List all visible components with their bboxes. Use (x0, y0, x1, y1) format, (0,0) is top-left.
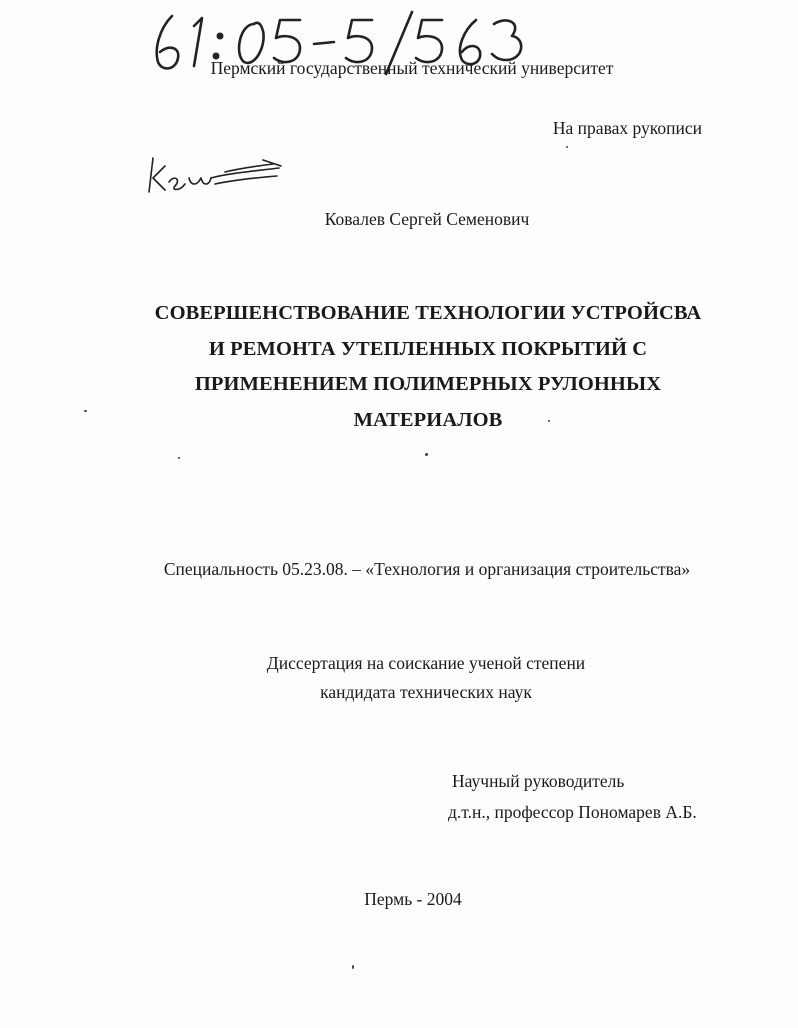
city-year: Пермь - 2004 (364, 889, 462, 909)
degree-statement (0, 649, 798, 707)
title-line: МАТЕРИАЛОВ (353, 408, 503, 431)
title-line: И РЕМОНТА УТЕПЛЕННЫХ ПОКРЫТИЙ С (208, 337, 648, 360)
author-name: Ковалев Сергей Семенович (324, 209, 530, 229)
scan-speck (178, 457, 180, 459)
scan-speck (352, 965, 354, 969)
supervisor-role: Научный руководитель (452, 771, 625, 791)
manuscript-rights-note: На правах рукописи (552, 118, 702, 138)
dissertation-title (150, 296, 706, 438)
degree-line-2: кандидата технических наук (320, 682, 532, 702)
scan-speck (566, 146, 568, 148)
specialty-line: Специальность 05.23.08. – «Технология и организация строительства» (163, 559, 691, 579)
scan-speck (425, 453, 428, 456)
scan-speck (84, 410, 87, 412)
title-line: СОВЕРШЕНСТВОВАНИЕ ТЕХНОЛОГИИ УСТРОЙСВА (154, 302, 702, 324)
degree-line-1: Диссертация на соискание ученой степени (266, 653, 586, 673)
supervisor-name: д.т.н., профессор Пономарев А.Б. (448, 802, 697, 822)
university-name: Пермский государственный технический университет (210, 58, 614, 78)
title-line: ПРИМЕНЕНИЕМ ПОЛИМЕРНЫХ РУЛОННЫХ (194, 373, 662, 395)
scan-speck (548, 420, 550, 422)
author-signature (145, 152, 285, 196)
